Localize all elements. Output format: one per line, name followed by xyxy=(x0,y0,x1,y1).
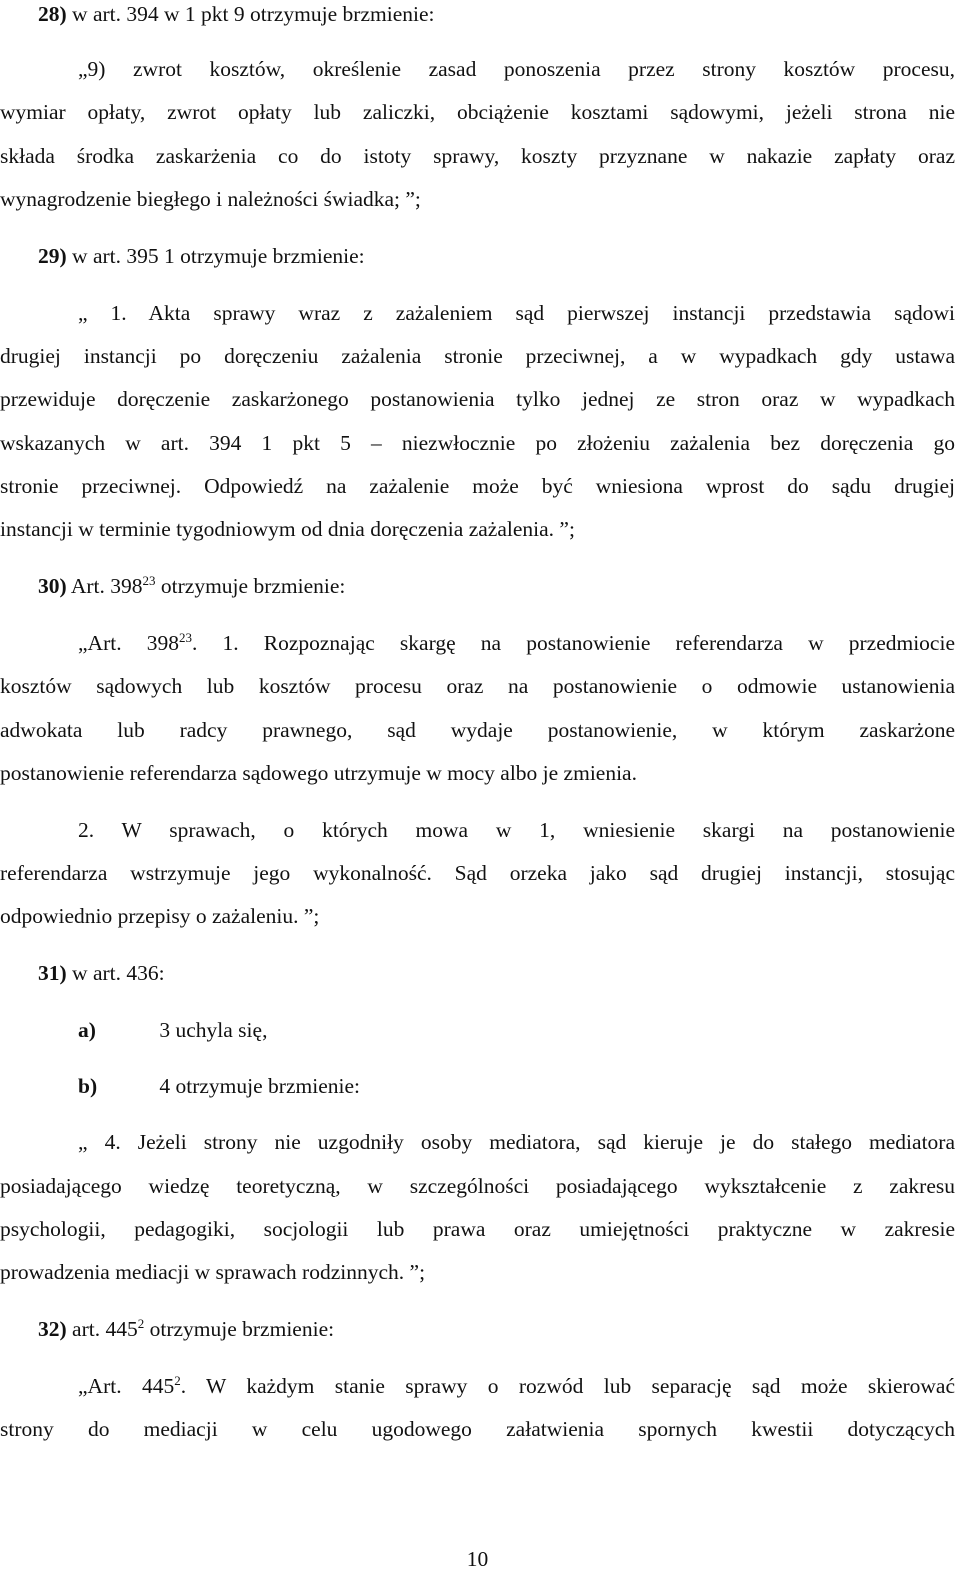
text-line: przewiduje doręczenie zaskarżonego postanowienia tylko jednej ze stron oraz w wypadkach xyxy=(0,387,955,411)
text-line: kosztów sądowych lub kosztów procesu oraz na postanowienie o odmowie ustanowienia xyxy=(0,674,955,698)
item-number: 29) xyxy=(38,244,67,268)
item-text: w art. 394 w 1 pkt 9 otrzymuje brzmienie: xyxy=(66,2,435,26)
text-line: postanowienie referendarza sądowego utrzymuje w mocy albo je zmienia. xyxy=(0,761,637,785)
text-line: 2. W sprawach, o których mowa w 1, wniesienie skargi na postanowienie xyxy=(78,818,955,842)
sub-item-text: 3 uchyla się, xyxy=(154,1018,268,1042)
amendment-item-29 xyxy=(38,242,955,270)
text-line: strony do mediacji w celu ugodowego załatwienia spornych kwestii dotyczących xyxy=(0,1417,955,1441)
text-line: wymiar opłaty, zwrot opłaty lub zaliczki, obciążenie kosztami sądowymi, jeżeli strona nie xyxy=(0,100,955,124)
sub-item-label: a) xyxy=(78,1018,96,1042)
item-number: 31) xyxy=(38,961,67,985)
text-line: referendarza wstrzymuje jego wykonalność. Sąd orzeka jako sąd drugiej instancji, stosując xyxy=(0,861,955,885)
text-line: „ 1. Akta sprawy wraz z zażaleniem sąd pierwszej instancji przedstawia sądowi xyxy=(78,301,955,325)
superscript: 23 xyxy=(178,630,192,645)
item-number: 32) xyxy=(38,1317,67,1341)
superscript: 2 xyxy=(174,1373,181,1388)
text-line: prowadzenia mediacji w sprawach rodzinnych. ”; xyxy=(0,1260,426,1284)
text-line: psychologii, pedagogiki, socjologii lub prawa oraz umiejętności praktyczne w zakresie xyxy=(0,1217,955,1241)
text-line: posiadającego wiedzę teoretyczną, w szczególności posiadającego wykształcenie z zakresu xyxy=(0,1174,955,1198)
text-line: składa środka zaskarżenia co do istoty sprawy, koszty przyznane w nakazie zapłaty oraz xyxy=(0,144,955,168)
amendment-item-30 xyxy=(38,572,955,600)
amendment-item-28 xyxy=(38,0,955,28)
text-line: adwokata lub radcy prawnego, sąd wydaje postanowienie, w którym zaskarżone xyxy=(0,718,955,742)
text-line: „Art. $398^{23}$. 1. Rozpoznając skargę na postanowienie referendarza w przedmiocie xyxy=(78,630,955,655)
amendment-item-31 xyxy=(38,959,955,987)
item-text: w art. 436: xyxy=(66,961,165,985)
amendment-item-32 xyxy=(38,1315,955,1343)
item-number: 30) xyxy=(38,574,67,598)
item-number: 28) xyxy=(38,2,67,26)
item-text: w art. 395 1 otrzymuje brzmienie: xyxy=(66,244,365,268)
page-number: 10 xyxy=(466,1547,489,1571)
item-text: otrzymuje brzmienie: xyxy=(155,574,346,598)
text-line: instancji w terminie tygodniowym od dnia doręczenia zażalenia. ”; xyxy=(0,517,575,541)
text-line: „Art. $445^2$. W każdym stanie sprawy o rozwód lub separację sąd może skierować xyxy=(78,1373,955,1398)
text-line: wynagrodzenie biegłego i należności świadka; ”; xyxy=(0,187,421,211)
item-text: otrzymuje brzmienie: xyxy=(144,1317,335,1341)
sub-item-b xyxy=(78,1072,955,1100)
text-line: wskazanych w art. 394 1 pkt 5 – niezwłocznie po złożeniu zażalenia bez doręczenia go xyxy=(0,431,955,455)
sub-item-a xyxy=(78,1016,955,1044)
sub-item-label: b) xyxy=(78,1074,98,1098)
item-text: art. 445 xyxy=(66,1317,138,1341)
text-line: stronie przeciwnej. Odpowiedź na zażalenie może być wniesiona wprost do sądu drugiej xyxy=(0,474,955,498)
item-text: Art. 398 xyxy=(66,574,143,598)
superscript: 23 xyxy=(142,573,156,588)
text-line: „ 4. Jeżeli strony nie uzgodniły osoby mediatora, sąd kieruje je do stałego mediatora xyxy=(78,1130,955,1154)
sub-item-text: 4 otrzymuje brzmienie: xyxy=(154,1074,360,1098)
text-line: odpowiednio przepisy o zażaleniu. ”; xyxy=(0,904,320,928)
superscript: 2 xyxy=(137,1316,145,1331)
text-line: drugiej instancji po doręczeniu zażalenia stronie przeciwnej, a w wypadkach gdy ustawa xyxy=(0,344,955,368)
text-line: „9) zwrot kosztów, określenie zasad ponoszenia przez strony kosztów procesu, xyxy=(78,57,955,81)
